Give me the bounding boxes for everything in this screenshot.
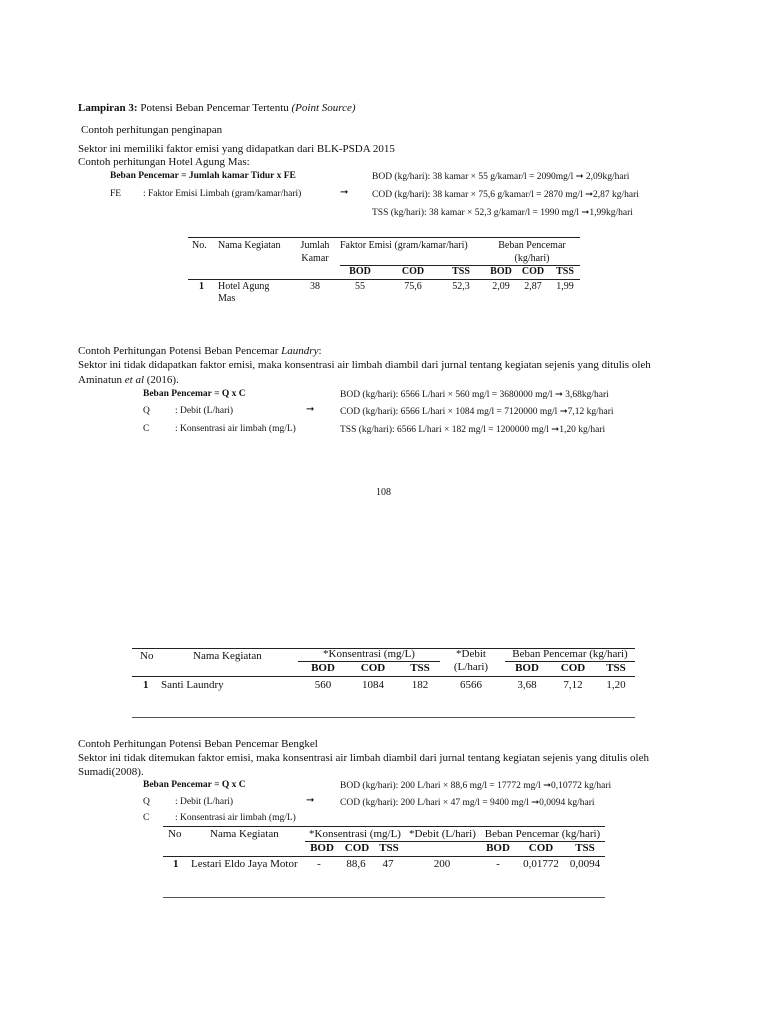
laundry-calc-tss: TSS (kg/hari): 6566 L/hari × 182 mg/l = 1200000 mg/l ➞1,20 kg/hari <box>340 425 606 435</box>
hotel-table-header-bottom-rule <box>188 279 580 280</box>
bengkel-th-beban: Beban Pencemar (kg/hari) <box>484 828 601 840</box>
hotel-table-top-rule <box>188 237 580 238</box>
laundry-c-definition: : Konsentrasi air limbah (mg/L) <box>175 424 296 434</box>
laundry-calc-cod: COD (kg/hari): 6566 L/hari × 1084 mg/l = 7120000 mg/l ➞7,12 kg/hari <box>340 407 614 417</box>
appendix-title-italic: (Point Source) <box>291 102 356 114</box>
hotel-th-fe-bod: BOD <box>349 266 371 277</box>
hotel-td-no: 1 <box>199 281 204 292</box>
hotel-th-beban-1: Beban Pencemar <box>498 240 566 251</box>
laundry-arrow-icon: ➞ <box>306 404 315 415</box>
hotel-th-beban-bod: BOD <box>490 266 512 277</box>
laundry-title-text: Contoh Perhitungan Potensi Beban Pencemar <box>78 345 279 357</box>
laundry-calc-bod: BOD (kg/hari): 6566 L/hari × 560 mg/l = 3680000 mg/l ➞ 3,68kg/hari <box>340 390 609 400</box>
laundry-td-no: 1 <box>143 679 149 691</box>
hotel-th-beban-2: (kg/hari) <box>514 253 550 264</box>
bengkel-arrow-icon: ➞ <box>306 795 315 806</box>
laundry-th-no: No <box>140 650 154 662</box>
hotel-fe-symbol: FE <box>110 189 122 199</box>
laundry-th-beban: Beban Pencemar (kg/hari) <box>512 648 628 660</box>
hotel-th-beban-cod: COD <box>521 266 545 277</box>
bengkel-q-definition: : Debit (L/hari) <box>175 797 234 807</box>
hotel-td-nama-1: Hotel Agung <box>218 281 270 292</box>
laundry-td-beban-bod: 3,68 <box>517 679 537 691</box>
bengkel-th-beban-bod: BOD <box>486 842 510 854</box>
hotel-arrow-icon: ➞ <box>340 187 349 198</box>
hotel-intro-2: Sektor ini memiliki faktor emisi yang didapatkan dari BLK-PSDA 2015 <box>78 143 395 155</box>
bengkel-calc-cod: COD (kg/hari): 200 L/hari × 47 mg/l = 9400 mg/l ➞0,0094 kg/hari <box>340 798 595 808</box>
laundry-desc-author: Aminatun <box>78 374 122 386</box>
hotel-formula: Beban Pencemar = Jumlah kamar Tidur x FE <box>110 171 296 181</box>
bengkel-th-kons-tss: TSS <box>379 842 399 854</box>
laundry-th-debit-1: *Debit <box>456 648 486 660</box>
laundry-title-end: : <box>318 345 322 357</box>
laundry-q-symbol: Q <box>143 406 150 416</box>
hotel-td-nama-2: Mas <box>218 293 236 304</box>
bengkel-td-beban-bod: - <box>496 858 500 870</box>
bengkel-th-kons-cod: COD <box>344 842 370 854</box>
hotel-th-jumlah-1: Jumlah <box>300 240 330 251</box>
laundry-desc-etal: et al <box>124 374 144 386</box>
bengkel-th-nama: Nama Kegiatan <box>210 828 279 840</box>
hotel-calc-bod: BOD (kg/hari): 38 kamar × 55 g/kamar/l = 2090mg/l ➞ 2,09kg/hari <box>372 172 630 182</box>
hotel-intro-1: Contoh perhitungan penginapan <box>81 124 223 136</box>
laundry-th-kons-tss: TSS <box>410 662 430 674</box>
laundry-table-bottom-rule <box>132 717 635 718</box>
laundry-th-debit-2: (L/hari) <box>453 661 489 673</box>
bengkel-td-kons-cod: 88,6 <box>346 858 366 870</box>
bengkel-calc-bod: BOD (kg/hari): 200 L/hari × 88,6 mg/l = 17772 mg/l ➞0,10772 kg/hari <box>340 781 612 791</box>
laundry-title <box>78 345 322 357</box>
bengkel-c-definition: : Konsentrasi air limbah (mg/L) <box>175 813 296 823</box>
hotel-td-fe-cod: 75,6 <box>404 281 422 292</box>
page-number: 108 <box>376 487 391 498</box>
hotel-td-beban-bod: 2,09 <box>492 281 510 292</box>
hotel-calc-cod: COD (kg/hari): 38 kamar × 75,6 g/kamar/l = 2870 mg/l ➞2,87 kg/hari <box>372 190 639 200</box>
laundry-td-beban-tss: 1,20 <box>606 679 626 691</box>
hotel-calc-tss: TSS (kg/hari): 38 kamar × 52,3 g/kamar/l = 1990 mg/l ➞1,99kg/hari <box>372 208 633 218</box>
hotel-th-no: No. <box>192 240 207 251</box>
laundry-title-italic: Laundry <box>281 345 319 357</box>
bengkel-th-beban-cod: COD <box>528 842 554 854</box>
laundry-th-beban-tss: TSS <box>606 662 626 674</box>
appendix-title: Potensi Beban Pencemar Tertentu <box>140 102 289 114</box>
bengkel-th-konsentrasi: *Konsentrasi (mg/L) <box>309 828 401 840</box>
laundry-th-konsentrasi: *Konsentrasi (mg/L) <box>323 648 415 660</box>
hotel-td-jumlah: 38 <box>310 281 320 292</box>
laundry-formula: Beban Pencemar = Q x C <box>143 389 246 399</box>
bengkel-td-nama: Lestari Eldo Jaya Motor <box>191 858 298 870</box>
laundry-th-beban-cod: COD <box>560 662 586 674</box>
bengkel-desc-2: Sumadi(2008). <box>78 766 144 778</box>
appendix-heading <box>78 102 356 114</box>
appendix-label: Lampiran 3: <box>78 102 138 114</box>
bengkel-desc-1: Sektor ini tidak ditemukan faktor emisi, maka konsentrasi air limbah diambil dari jurnal tentang kegiatan sejenis yang ditulis oleh <box>78 752 649 764</box>
bengkel-th-beban-tss: TSS <box>575 842 595 854</box>
bengkel-q-symbol: Q <box>143 797 150 807</box>
laundry-desc-2 <box>78 374 179 386</box>
hotel-fe-definition: : Faktor Emisi Limbah (gram/kamar/hari) <box>143 189 302 199</box>
hotel-th-fe-tss: TSS <box>452 266 470 277</box>
hotel-td-fe-tss: 52,3 <box>452 281 470 292</box>
hotel-th-fe-cod: COD <box>401 266 425 277</box>
bengkel-th-debit: *Debit (L/hari) <box>409 828 476 840</box>
hotel-td-beban-tss: 1,99 <box>556 281 574 292</box>
laundry-td-debit: 6566 <box>460 679 482 691</box>
bengkel-th-kons-bod: BOD <box>310 842 334 854</box>
hotel-th-beban-tss: TSS <box>556 266 574 277</box>
laundry-td-kons-cod: 1084 <box>362 679 384 691</box>
bengkel-td-debit: 200 <box>433 858 451 870</box>
laundry-desc-year: (2016). <box>146 374 179 386</box>
bengkel-td-beban-tss: 0,0094 <box>569 858 601 870</box>
laundry-td-nama: Santi Laundry <box>161 679 224 691</box>
bengkel-table-header-bottom-rule <box>163 856 605 857</box>
bengkel-title: Contoh Perhitungan Potensi Beban Pencemar Bengkel <box>78 738 318 750</box>
laundry-td-kons-bod: 560 <box>314 679 332 691</box>
laundry-q-definition: : Debit (L/hari) <box>175 406 234 416</box>
bengkel-td-no: 1 <box>173 858 179 870</box>
laundry-th-beban-bod: BOD <box>515 662 539 674</box>
bengkel-th-no: No <box>168 828 182 840</box>
hotel-th-nama: Nama Kegiatan <box>218 240 281 251</box>
bengkel-td-kons-tss: 47 <box>382 858 394 870</box>
laundry-th-kons-cod: COD <box>360 662 386 674</box>
bengkel-table-top-rule <box>163 826 605 827</box>
laundry-td-beban-cod: 7,12 <box>563 679 583 691</box>
hotel-td-beban-cod: 2,87 <box>524 281 542 292</box>
bengkel-c-symbol: C <box>143 813 150 823</box>
laundry-th-nama: Nama Kegiatan <box>193 650 262 662</box>
bengkel-table-bottom-rule <box>163 897 605 898</box>
laundry-desc-1: Sektor ini tidak didapatkan faktor emisi, maka konsentrasi air limbah diambil dari jurnal tentang kegiatan sejenis yang ditulis oleh <box>78 359 651 371</box>
bengkel-formula: Beban Pencemar = Q x C <box>143 780 246 790</box>
bengkel-td-beban-cod: 0,01772 <box>523 858 559 870</box>
laundry-th-kons-bod: BOD <box>311 662 335 674</box>
laundry-td-kons-tss: 182 <box>411 679 429 691</box>
hotel-td-fe-bod: 55 <box>355 281 365 292</box>
hotel-th-faktor-emisi: Faktor Emisi (gram/kamar/hari) <box>340 240 468 251</box>
laundry-table-header-bottom-rule <box>132 676 635 677</box>
bengkel-td-kons-bod: - <box>317 858 321 870</box>
hotel-th-jumlah-2: Kamar <box>301 253 329 264</box>
laundry-c-symbol: C <box>143 424 150 434</box>
hotel-intro-3: Contoh perhitungan Hotel Agung Mas: <box>78 156 250 168</box>
